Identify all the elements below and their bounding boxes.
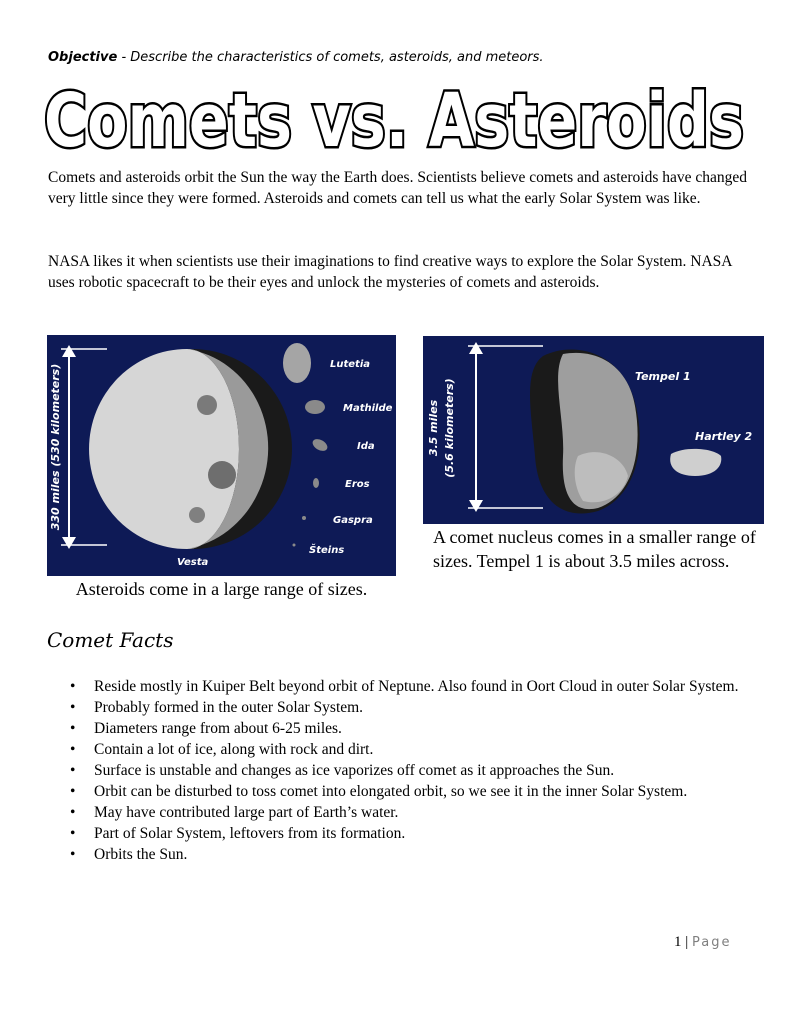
page-title-text: Comets vs. Asteroids [44,78,744,158]
mathilde-label: Mathilde [343,403,393,414]
ida-image [311,437,330,454]
list-item: • Diameters range from about 6-25 miles. [70,718,750,739]
tempel-scale-label-line2: (5.6 kilometers) [443,378,456,478]
gaspra-image [302,516,306,520]
scale-arrow-top-icon [469,342,483,354]
list-item: • Orbits the Sun. [70,844,750,865]
eros-image [313,478,319,488]
scale-arrow-bottom-icon [469,500,483,512]
comet-facts-list [70,676,750,865]
page-title [38,72,750,158]
lutetia-label: Lutetia [330,359,371,370]
list-item: • Reside mostly in Kuiper Belt beyond orbit of Neptune. Also found in Oort Cloud in outer Solar System. [70,676,750,697]
lutetia-image [283,343,311,383]
mathilde-image [305,400,325,414]
eros-label: Eros [345,479,370,490]
tempel-label: Tempel 1 [635,370,691,383]
list-item: • Orbit can be disturbed to toss comet into elongated orbit, so we see it in the inner Solar System. [70,781,750,802]
objective-line [48,50,544,65]
page-footer: 1 | Page [674,934,732,950]
steins-label: Šteins [309,545,345,556]
page-number: 1 [674,934,682,950]
asteroid-size-figure [47,335,396,576]
steins-image [293,544,296,547]
tempel-scale-label-line1: 3.5 miles [427,399,440,457]
title-graphic [38,72,750,158]
list-item: • May have contributed large part of Earth’s water. [70,802,750,823]
comet-size-figure [423,336,764,524]
hartley-image [670,449,721,476]
scale-arrow-top-icon [62,345,76,357]
comet-facts-heading: Comet Facts [47,628,174,652]
intro-paragraph-2: NASA likes it when scientists use their imaginations to find creative ways to explore the Solar System. NASA uses robotic spacecraft to be their eyes and unlock the mysteries of comets and asteroids. [48,253,732,291]
gaspra-label: Gaspra [333,515,373,526]
asteroid-figure-caption: Asteroids come in a large range of sizes. [75,579,368,599]
list-item: • Contain a lot of ice, along with rock and dirt. [70,739,750,760]
comet-figure-caption: A comet nucleus comes in a smaller range of sizes. Tempel 1 is about 3.5 miles across. [433,527,756,571]
vesta-scale-label: 330 miles (530 kilometers) [49,363,62,531]
intro-paragraph-1: Comets and asteroids orbit the Sun the way the Earth does. Scientists believe comets and asteroids have changed very little since they were formed. Asteroids and comets can tell us what the early Solar System was like. [48,169,748,207]
list-item: • Surface is unstable and changes as ice vaporizes off comet as it approaches the Sun. [70,760,750,781]
vesta-image [89,349,239,549]
list-item: • Part of Solar System, leftovers from its formation. [70,823,750,844]
ida-label: Ida [357,441,375,452]
objective-text: - Describe the characteristics of comets, asteroids, and meteors. [117,50,544,65]
list-item: • Probably formed in the outer Solar System. [70,697,750,718]
vesta-label: Vesta [177,557,209,568]
page-word: Page [692,935,732,950]
hartley-label: Hartley 2 [695,430,753,443]
scale-arrow-bottom-icon [62,537,76,549]
objective-label: Objective [48,50,118,65]
